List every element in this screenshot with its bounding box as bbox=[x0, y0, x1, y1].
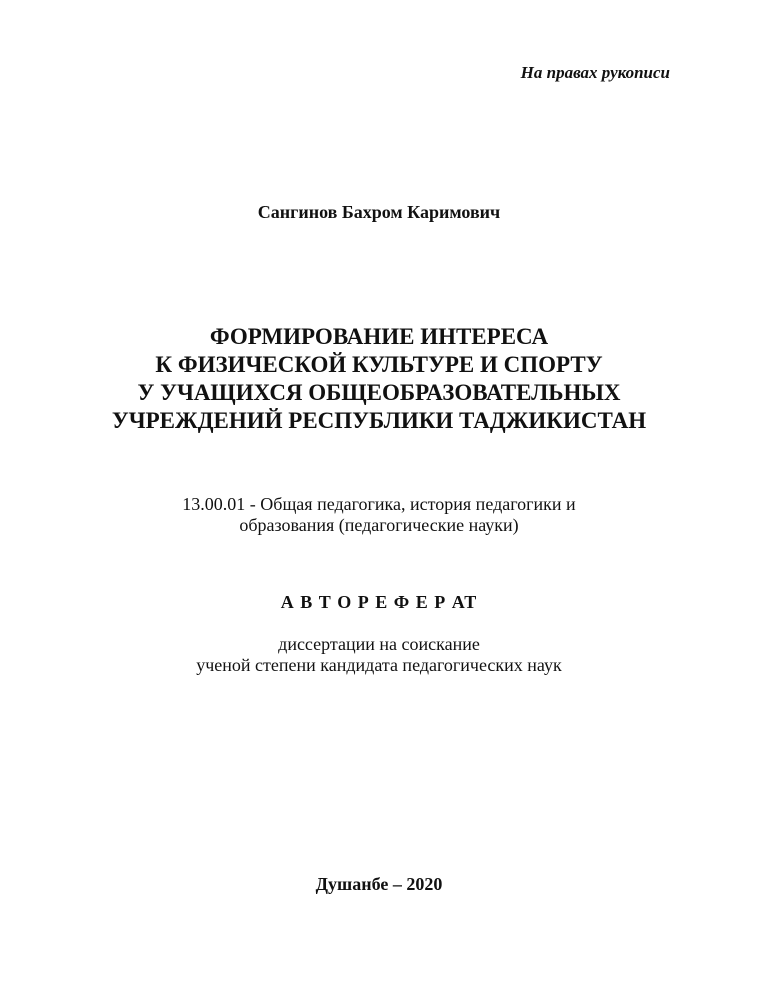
degree-line: диссертации на соискание bbox=[278, 634, 480, 654]
title-line: УЧРЕЖДЕНИЙ РЕСПУБЛИКИ ТАДЖИКИСТАН bbox=[111, 408, 647, 433]
degree-description bbox=[0, 634, 758, 676]
degree-line: ученой степени кандидата педагогических наук bbox=[196, 655, 562, 675]
author-name: Сангинов Бахром Каримович bbox=[257, 202, 501, 222]
rights-note: На правах рукописи bbox=[520, 63, 670, 82]
place-year: Душанбе – 2020 bbox=[315, 874, 443, 894]
document-type: А В Т О Р Е Ф Е Р АТ bbox=[280, 592, 478, 612]
title-line: У УЧАЩИХСЯ ОБЩЕОБРАЗОВАТЕЛЬНЫХ bbox=[137, 380, 621, 405]
title-line: К ФИЗИЧЕСКОЙ КУЛЬТУРЕ И СПОРТУ bbox=[155, 352, 603, 377]
specialty-line: образования (педагогические науки) bbox=[239, 515, 519, 535]
specialty-line: 13.00.01 - Общая педагогика, история педагогики и bbox=[182, 494, 576, 514]
specialty-code bbox=[0, 494, 758, 536]
title-line: ФОРМИРОВАНИЕ ИНТЕРЕСА bbox=[209, 324, 549, 349]
dissertation-title bbox=[0, 323, 758, 435]
